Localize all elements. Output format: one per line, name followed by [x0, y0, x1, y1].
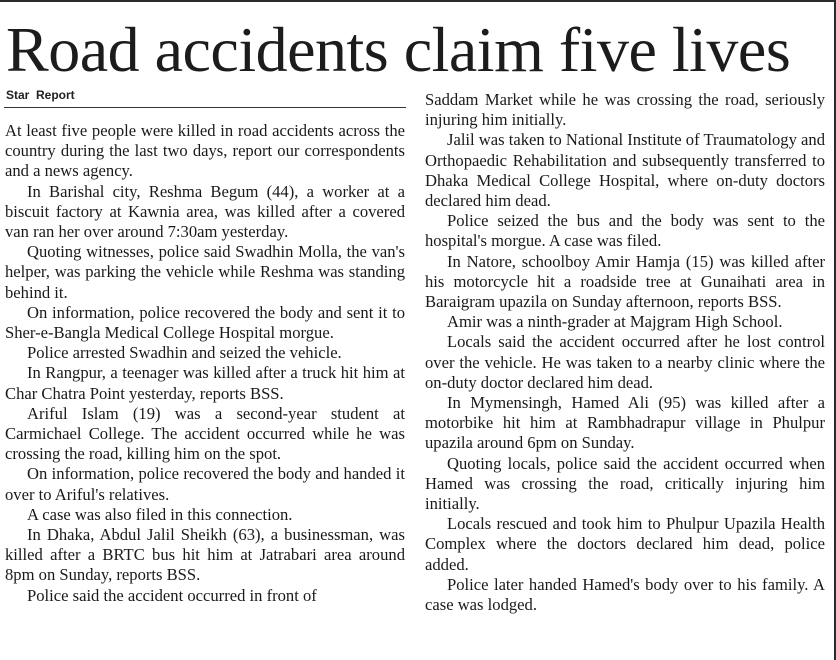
- paragraph: Locals said the accident occurred after he lost control over the vehicle. He was taken to a nearby clinic where the on-duty doctor declared him dead.: [425, 332, 825, 392]
- paragraph: On information, police recovered the body and handed it over to Ariful's relatives.: [5, 464, 405, 504]
- paragraph: In Barishal city, Reshma Begum (44), a worker at a biscuit factory at Kawnia area, was killed after a covered van ran her over around 7:30am yesterday.: [5, 181, 405, 242]
- paragraph: In Natore, schoolboy Amir Hamja (15) was killed after his motorcycle hit a roadside tree at Gunaihati area in Baraigram upazila on Sunday afternoon, reports BSS.: [425, 251, 825, 312]
- paragraph: Jalil was taken to National Institute of Traumatology and Orthopaedic Rehabilitation and subsequently transferred to Dhaka Medical College Hospital, where on-duty doctors declared him dead.: [425, 130, 825, 211]
- paragraph: Amir was a ninth-grader at Majgram High School.: [447, 312, 783, 332]
- article-headline: Road accidents claim five lives: [6, 14, 791, 85]
- paragraph: Quoting locals, police said the accident occurred when Hamed was crossing the road, critically injuring him initially.: [425, 453, 825, 514]
- paragraph: In Mymensingh, Hamed Ali (95) was killed after a motorbike hit him at Rambhadrapur village in Phulpur upazila around 6pm on Sunday.: [425, 393, 825, 453]
- byline-divider: [4, 107, 406, 108]
- paragraph: Police arrested Swadhin and seized the vehicle.: [27, 343, 342, 363]
- paragraph: Police said the accident occurred in front of: [27, 585, 317, 605]
- article-byline: Star Report: [6, 88, 75, 102]
- paragraph: Police seized the bus and the body was sent to the hospital's morgue. A case was filed.: [425, 211, 825, 251]
- paragraph: Ariful Islam (19) was a second-year student at Carmichael College. The accident occurred while he was crossing the road, killing him on the spot.: [5, 403, 405, 464]
- paragraph: At least five people were killed in road accidents across the country during the last two days, report our correspondents and a news agency.: [5, 121, 405, 181]
- paragraph: In Dhaka, Abdul Jalil Sheikh (63), a businessman, was killed after a BRTC bus hit him at Jatrabari area around 8pm on Sunday, reports BSS.: [5, 525, 405, 585]
- paragraph: Locals rescued and took him to Phulpur Upazila Health Complex where the doctors declared him dead, police added.: [425, 514, 825, 574]
- paragraph: In Rangpur, a teenager was killed after a truck hit him at Char Chatra Point yesterday, reports BSS.: [5, 363, 405, 403]
- paragraph: Police later handed Hamed's body over to his family. A case was lodged.: [425, 574, 825, 615]
- article-column-right: [425, 90, 825, 615]
- paragraph: Quoting witnesses, police said Swadhin Molla, the van's helper, was parking the vehicle while Reshma was standing behind it.: [5, 242, 405, 302]
- paragraph: A case was also filed in this connection.: [27, 504, 293, 524]
- paragraph: On information, police recovered the body and sent it to Sher-e-Bangla Medical College Hospital morgue.: [5, 302, 405, 343]
- article-column-left: [5, 121, 405, 606]
- paragraph: Saddam Market while he was crossing the road, seriously injuring him initially.: [425, 90, 825, 130]
